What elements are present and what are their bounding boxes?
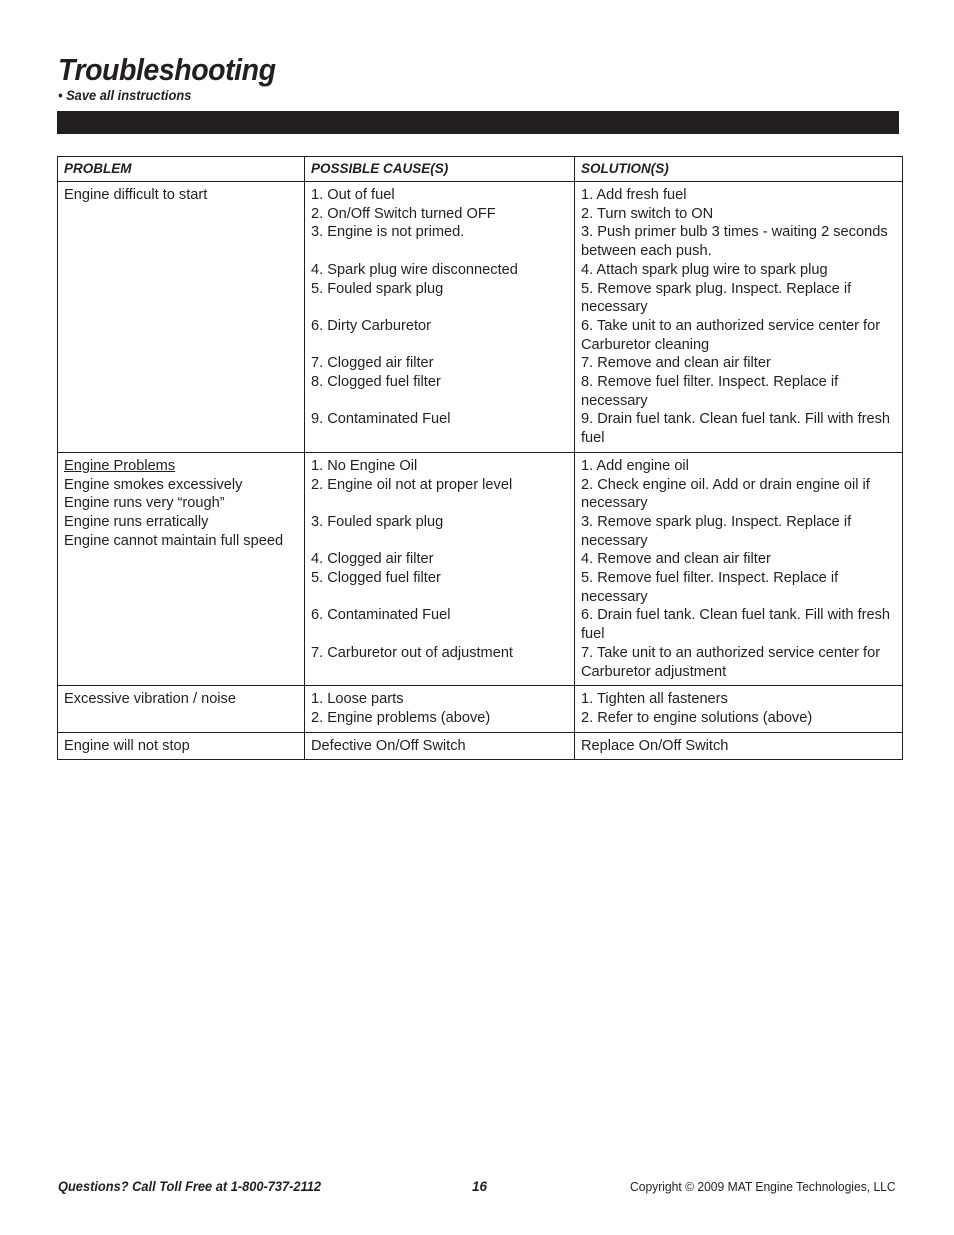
- problem-text: Engine will not stop: [64, 737, 190, 754]
- cause-item: 8. Clogged fuel filter: [311, 373, 441, 390]
- cause-item: 1. Out of fuel: [311, 187, 395, 203]
- table-header-row: [58, 157, 903, 182]
- cause-item: 9. Contaminated Fuel: [311, 411, 451, 428]
- solution-item: 5. Remove spark plug. Inspect. Replace if necessary: [581, 280, 852, 316]
- table-row: [58, 182, 903, 453]
- cause-item: 7. Carburetor out of adjustment: [311, 644, 513, 661]
- solution-item: 4. Attach spark plug wire to spark plug: [581, 261, 828, 278]
- column-header-causes: POSSIBLE CAUSE(S): [305, 157, 575, 182]
- solution-item: 3. Push primer bulb 3 times - waiting 2 seconds between each push.: [581, 224, 888, 260]
- column-header-solutions: SOLUTION(S): [575, 157, 903, 182]
- problem-text: Excessive vibration / noise: [64, 691, 236, 708]
- solution-item: 1. Add fresh fuel: [581, 187, 687, 203]
- cause-item: 2. On/Off Switch turned OFF: [311, 205, 496, 222]
- cause-item: 4. Spark plug wire disconnected: [311, 261, 518, 278]
- problem-text: Engine runs very “rough”: [64, 495, 225, 512]
- solution-item: 8. Remove fuel filter. Inspect. Replace if necessary: [581, 374, 839, 409]
- cause-item: 2. Engine problems (above): [311, 709, 491, 726]
- solutions-cell: [575, 452, 903, 685]
- cause-item: 3. Engine is not primed.: [311, 224, 465, 241]
- solution-item: 1. Tighten all fasteners: [581, 691, 728, 708]
- cause-item: 1. No Engine Oil: [311, 457, 418, 474]
- problem-text: Engine cannot maintain full speed: [64, 532, 284, 549]
- page-number: 16: [472, 1179, 488, 1194]
- solution-item: 1. Add engine oil: [581, 457, 689, 474]
- footer-copyright: Copyright © 2009 MAT Engine Technologies, LLC: [630, 1179, 896, 1194]
- causes-cell: [305, 732, 575, 760]
- problem-cell: [58, 732, 305, 760]
- solution-item: 2. Check engine oil. Add or drain engine oil if necessary: [581, 476, 870, 512]
- cause-item: 7. Clogged air filter: [311, 355, 434, 372]
- cause-item: Defective On/Off Switch: [311, 737, 466, 754]
- cause-item: 2. Engine oil not at proper level: [311, 476, 513, 493]
- cause-item: 6. Contaminated Fuel: [311, 607, 451, 624]
- footer-contact: Questions? Call Toll Free at 1-800-737-2112: [58, 1179, 322, 1194]
- solution-item: Replace On/Off Switch: [581, 737, 729, 754]
- table-row: [58, 452, 903, 685]
- solutions-cell: [575, 732, 903, 760]
- problem-text: Engine smokes excessively: [64, 476, 243, 493]
- problem-heading: Engine Problems: [64, 457, 176, 474]
- solutions-cell: [575, 182, 903, 453]
- page-subtitle: • Save all instructions: [58, 87, 192, 103]
- solution-item: 2. Refer to engine solutions (above): [581, 709, 813, 726]
- solution-item: 7. Remove and clean air filter: [581, 355, 771, 372]
- cause-item: 5. Clogged fuel filter: [311, 570, 441, 587]
- cause-item: 4. Clogged air filter: [311, 551, 434, 568]
- table-row: [58, 686, 903, 732]
- solution-item: 7. Take unit to an authorized service center for Carburetor adjustment: [581, 644, 881, 680]
- problem-cell: [58, 686, 305, 732]
- solution-item: 2. Turn switch to ON: [581, 205, 714, 222]
- causes-cell: [305, 686, 575, 732]
- page-title: Troubleshooting: [58, 52, 276, 87]
- solution-item: 6. Take unit to an authorized service center for Carburetor cleaning: [581, 317, 881, 353]
- problem-cell: [58, 452, 305, 685]
- solution-item: 4. Remove and clean air filter: [581, 551, 771, 568]
- solutions-cell: [575, 686, 903, 732]
- troubleshooting-table: [57, 156, 903, 760]
- solution-item: 6. Drain fuel tank. Clean fuel tank. Fill with fresh fuel: [581, 607, 891, 643]
- solution-item: 5. Remove fuel filter. Inspect. Replace if necessary: [581, 570, 839, 605]
- cause-item: 5. Fouled spark plug: [311, 280, 444, 297]
- table-row: [58, 732, 903, 760]
- cause-item: 6. Dirty Carburetor: [311, 317, 432, 334]
- solution-item: 3. Remove spark plug. Inspect. Replace if necessary: [581, 513, 852, 549]
- problem-cell: [58, 182, 305, 453]
- solution-item: 9. Drain fuel tank. Clean fuel tank. Fill with fresh fuel: [581, 411, 891, 447]
- cause-item: 3. Fouled spark plug: [311, 513, 444, 530]
- causes-cell: [305, 452, 575, 685]
- cause-item: 1. Loose parts: [311, 691, 404, 708]
- column-header-problem: PROBLEM: [58, 157, 305, 182]
- causes-cell: [305, 182, 575, 453]
- section-divider-bar: [57, 111, 899, 134]
- problem-text: Engine difficult to start: [64, 187, 208, 203]
- problem-text: Engine runs erratically: [64, 513, 209, 530]
